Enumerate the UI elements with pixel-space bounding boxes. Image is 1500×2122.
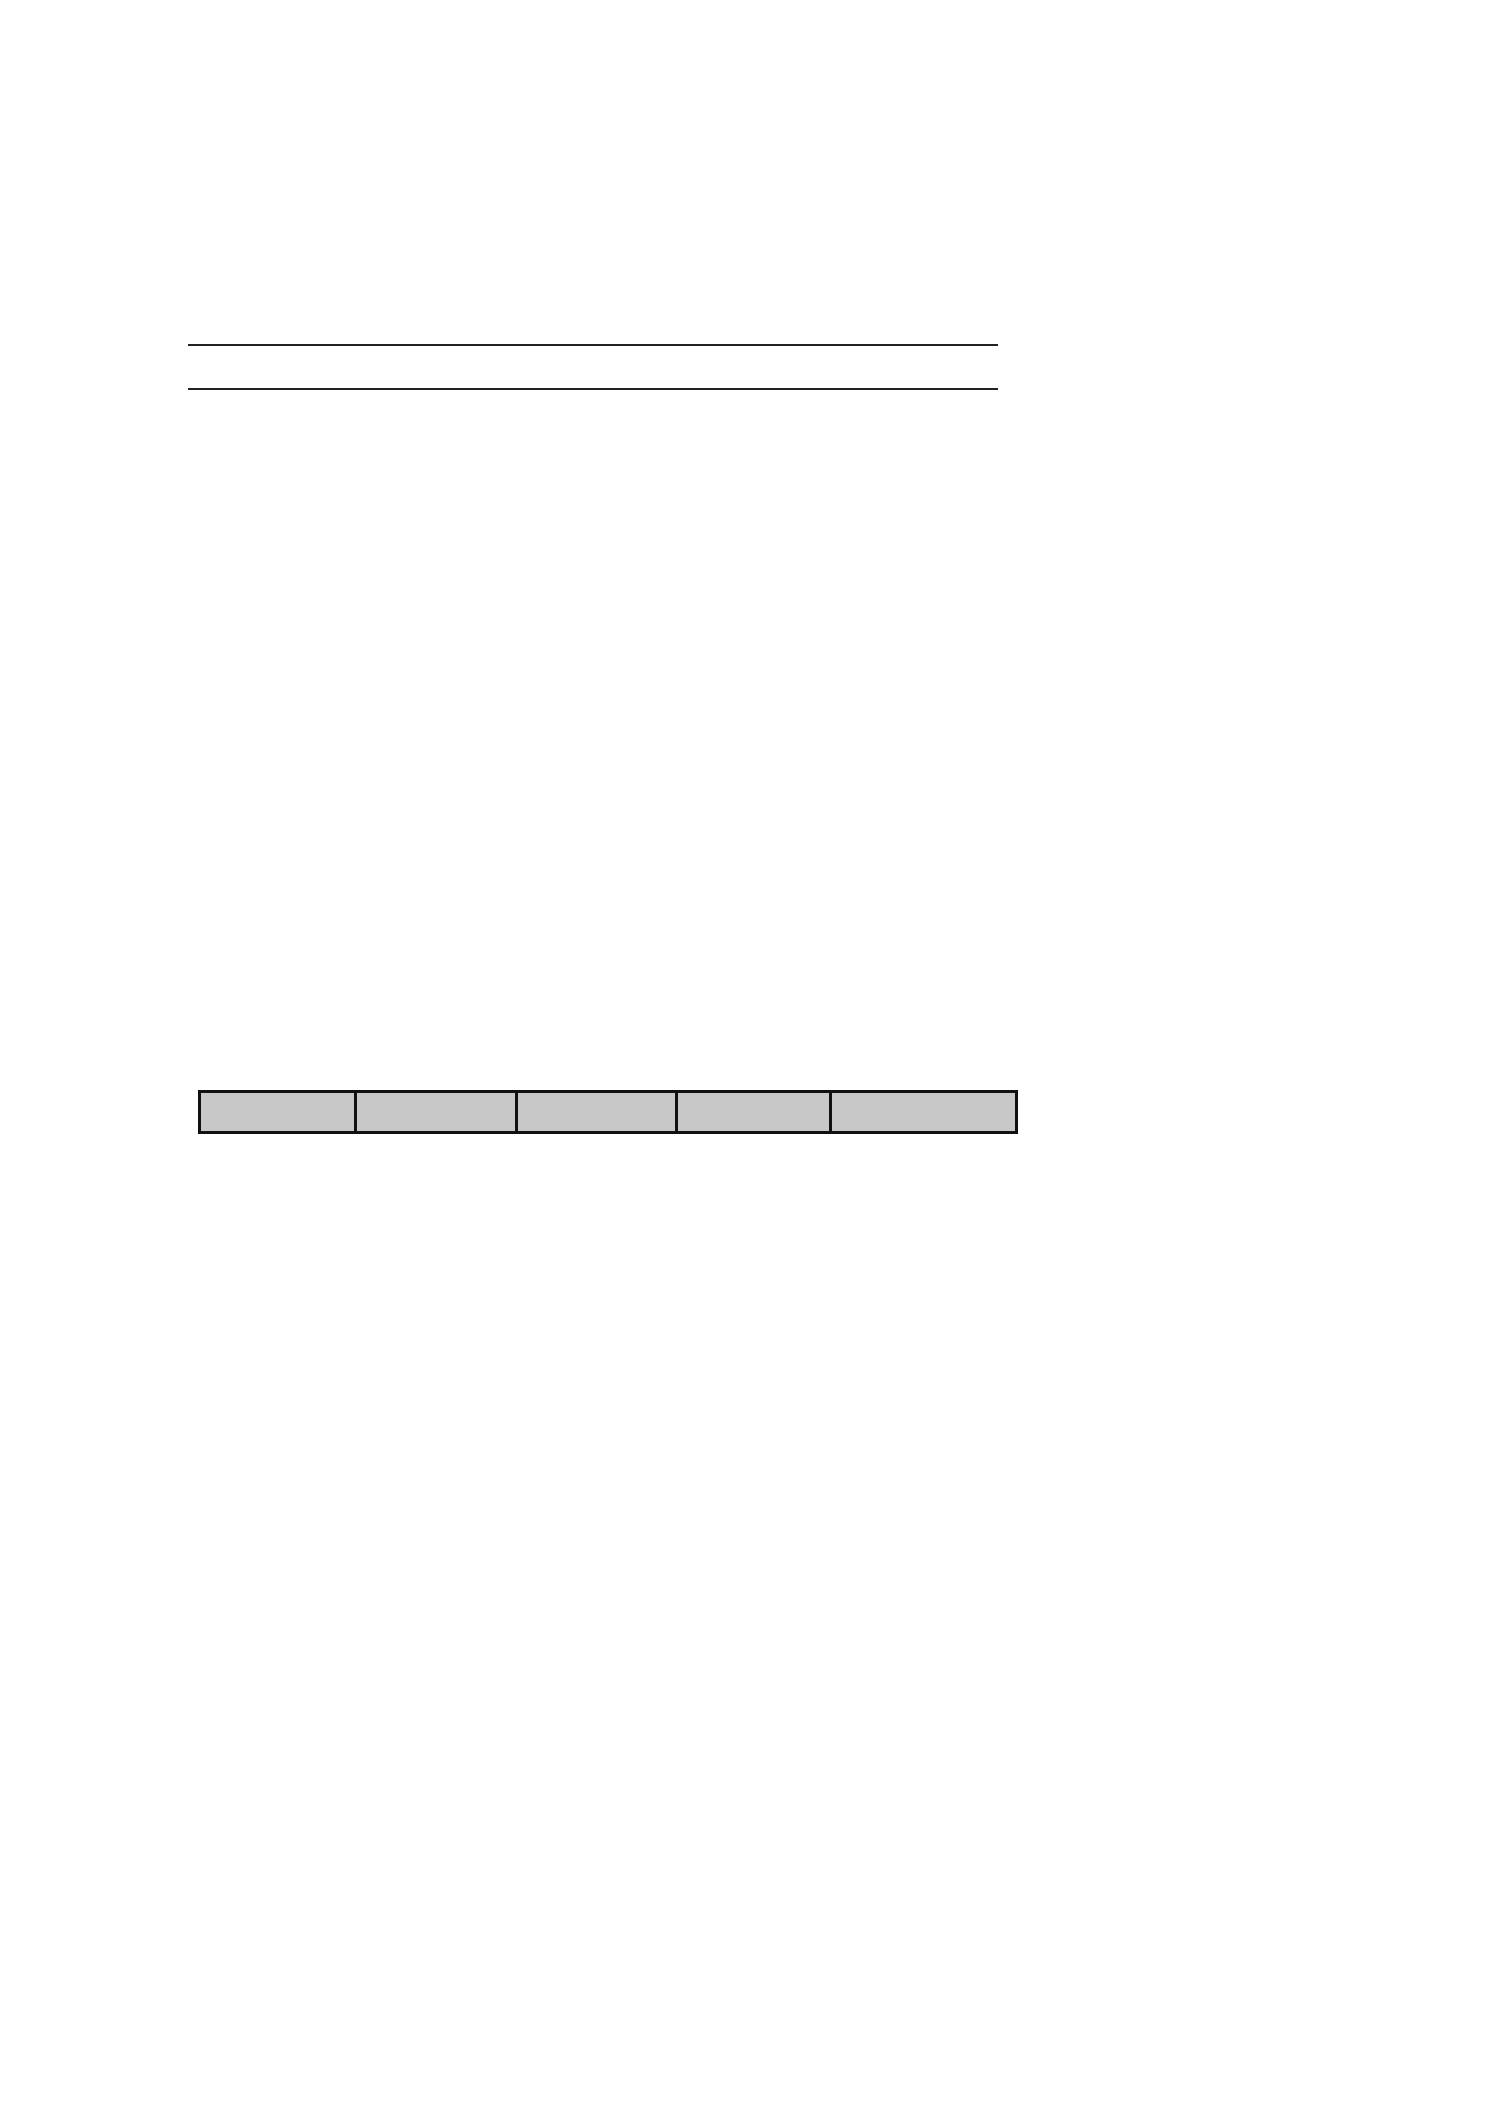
table7-header-city [188, 345, 398, 389]
table8-header-position [200, 1092, 356, 1133]
table7-header-population [556, 345, 813, 389]
table8-header-gwp-cpi [677, 1092, 831, 1133]
table8-header-gwp-p [516, 1092, 676, 1133]
table8-header-gwp [356, 1092, 516, 1133]
table7-header-row [188, 345, 998, 389]
table7-header-gwp [813, 345, 998, 389]
table8-header-gwp-p-cpi [831, 1092, 1017, 1133]
table7 [188, 344, 998, 390]
table8 [198, 1090, 1018, 1752]
table7-header-cpi [398, 345, 556, 389]
table8-header-row [200, 1092, 1017, 1133]
